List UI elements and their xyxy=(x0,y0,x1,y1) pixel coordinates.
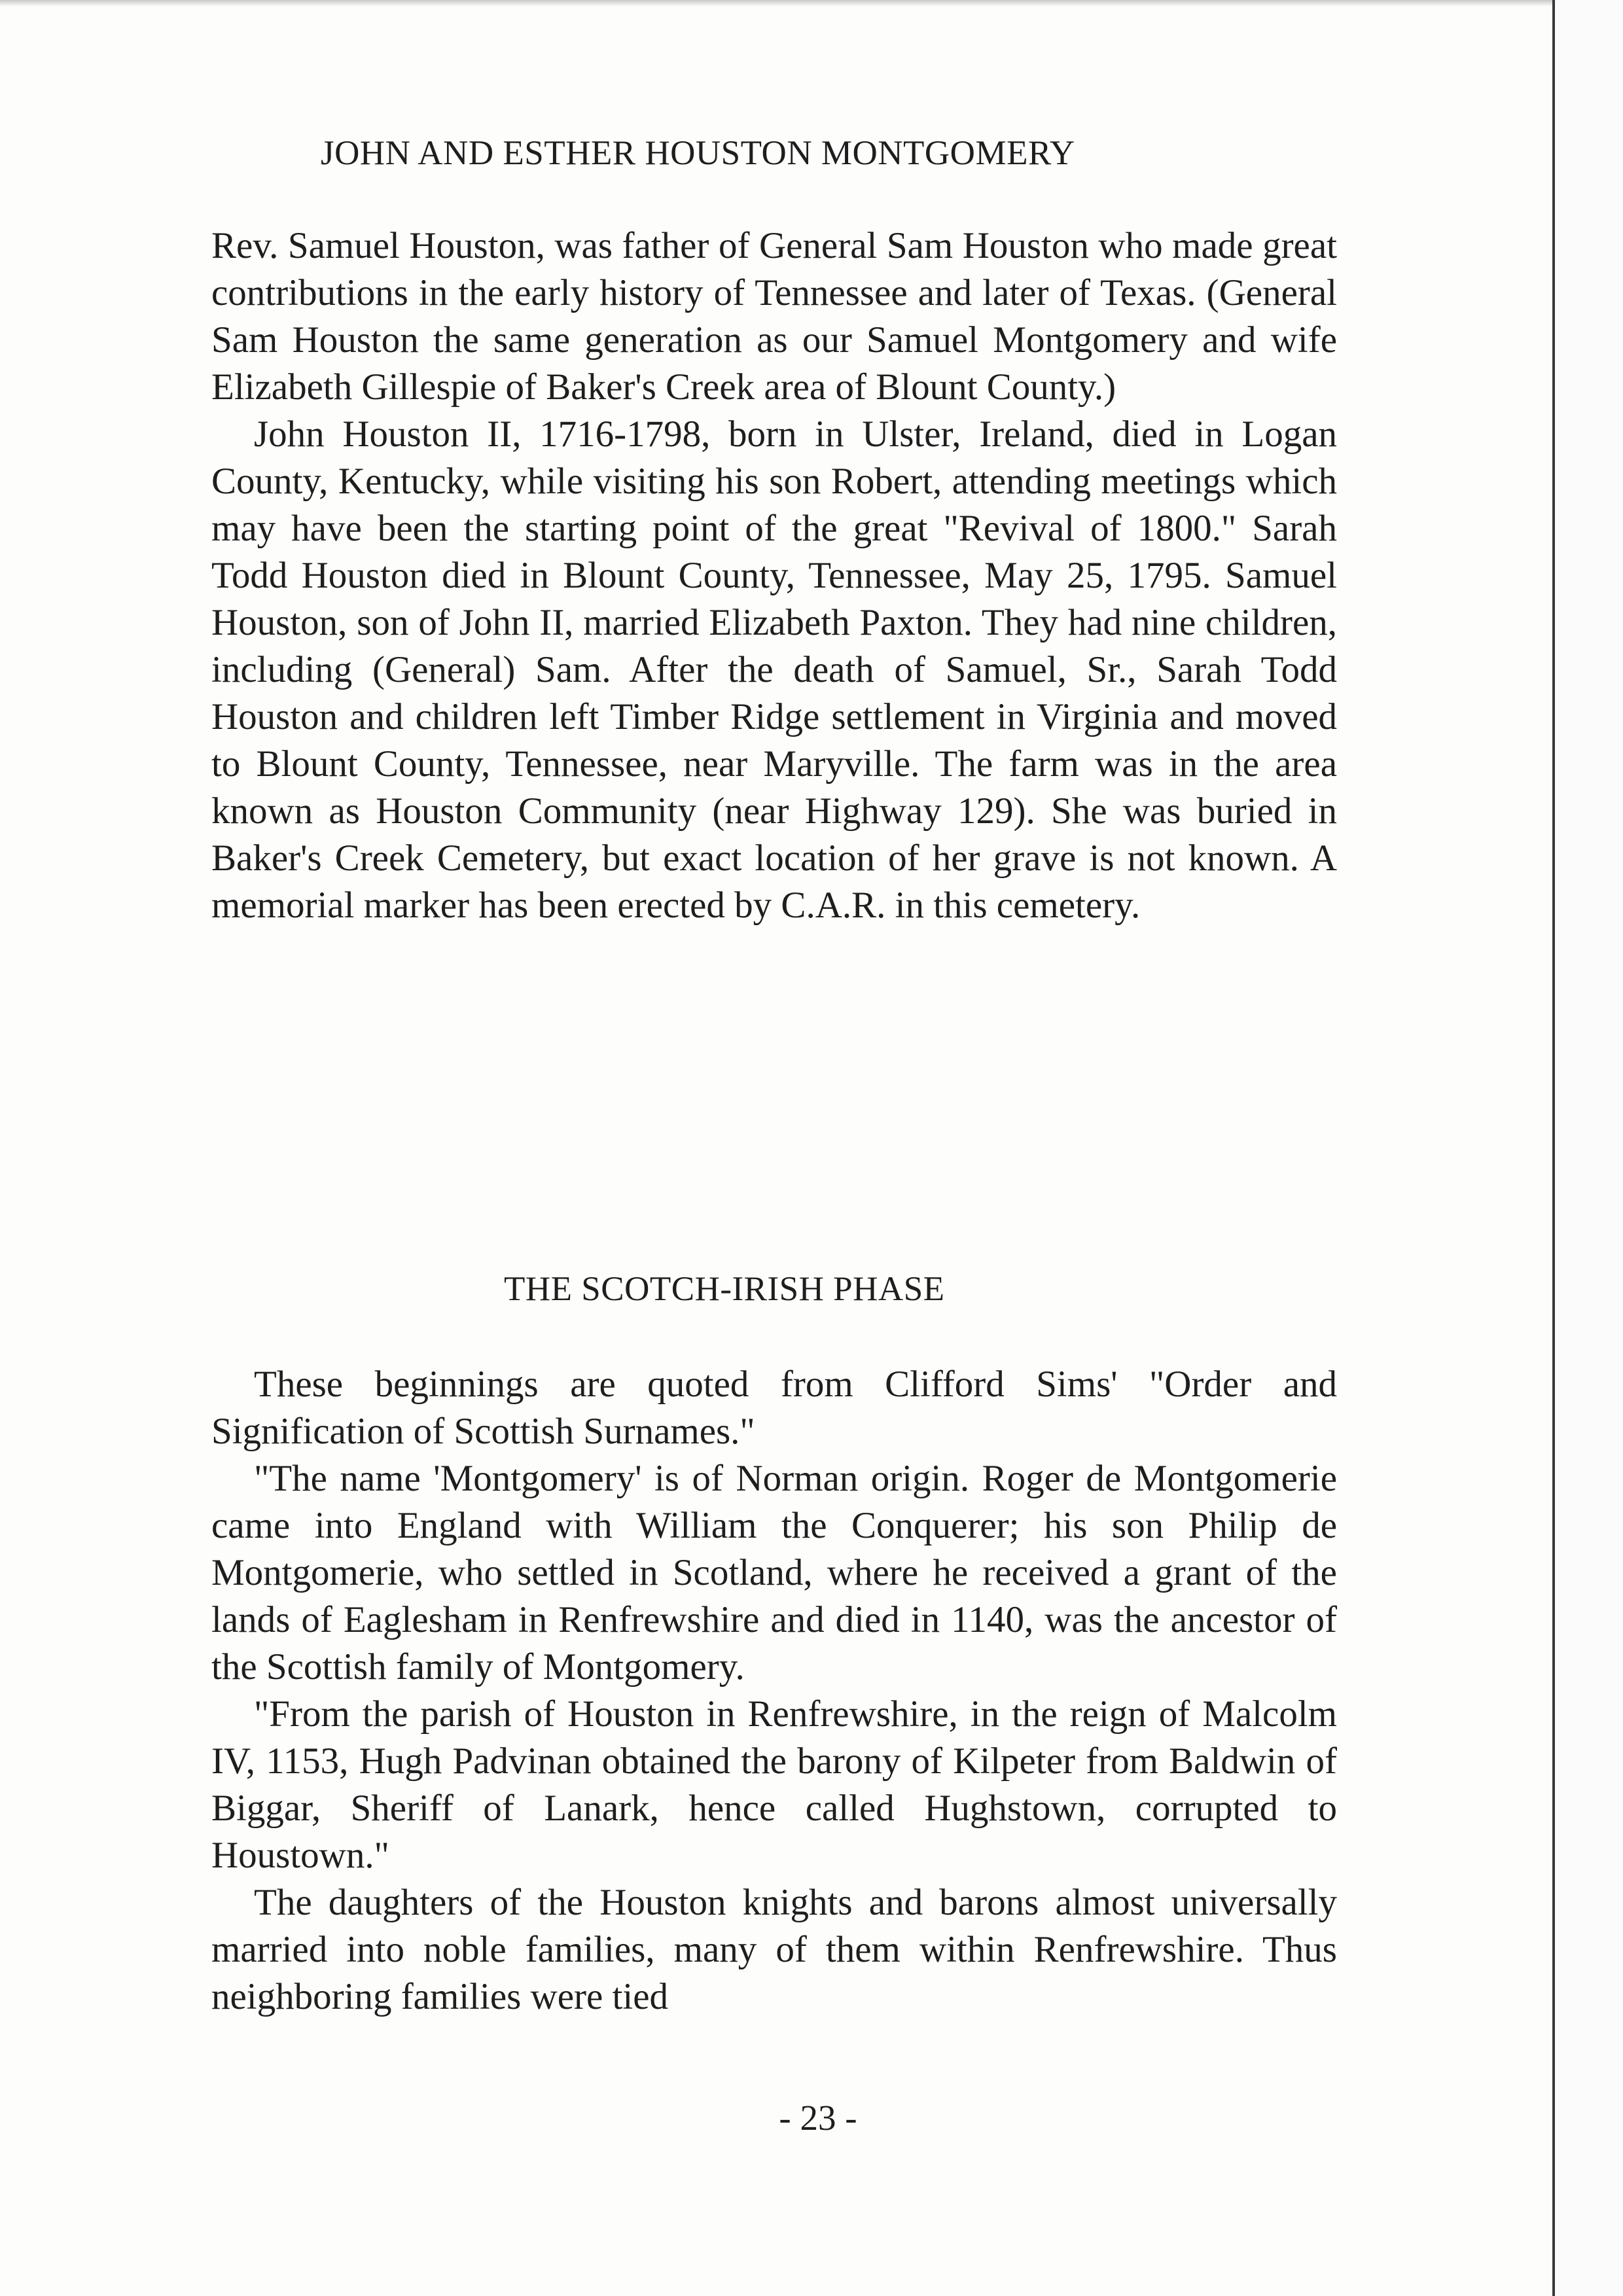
page-margin-shade xyxy=(1555,0,1623,2296)
running-head: JOHN AND ESTHER HOUSTON MONTGOMERY xyxy=(321,134,1075,172)
body-text-top xyxy=(211,222,1337,929)
paragraph: The daughters of the Houston knights and barons almost universally married into noble families, many of them within Renfrewshire. Thus neighboring families were tied xyxy=(211,1882,1337,2017)
paragraph: John Houston II, 1716-1798, born in Ulster, Ireland, died in Logan County, Kentucky, while visiting his son Robert, attending meetings which may have been the starting point of the great "Revival of 1800." Sarah Todd Houston died in Blount County, Tennessee, May 25, 1795. Samuel Houston, son of John II, married Elizabeth Paxton. They had nine children, including (General) Sam. After the death of Samuel, Sr., Sarah Todd Houston and children left Timber Ridge settlement in Virginia and moved to Blount County, Tennessee, near Maryville. The farm was in the area known as Houston Community (near Highway 129). She was buried in Baker's Creek Cemetery, but exact location of her grave is not known. A memorial marker has been erected by C.A.R. in this cemetery. xyxy=(211,414,1337,926)
section-title: THE SCOTCH-IRISH PHASE xyxy=(504,1270,945,1308)
page-number: - 23 - xyxy=(779,2098,857,2138)
body-text-bottom xyxy=(211,1361,1337,2021)
paragraph: Rev. Samuel Houston, was father of General Sam Houston who made great contributions in the early history of Tennessee and later of Texas. (General Sam Houston the same generation as our Samuel Montgomery and wife Elizabeth Gillespie of Baker's Creek area of Blount County.) xyxy=(211,225,1337,408)
page-top-edge xyxy=(0,0,1623,7)
paragraph: "The name 'Montgomery' is of Norman origin. Roger de Montgomerie came into England with William the Conquerer; his son Philip de Montgomerie, who settled in Scotland, where he received a grant of the lands of Eaglesham in Renfrewshire and died in 1140, was the ancestor of the Scottish family of Montgomery. xyxy=(211,1458,1337,1687)
paragraph: These beginnings are quoted from Clifford Sims' "Order and Signification of Scottish Surnames." xyxy=(211,1364,1337,1452)
paragraph: "From the parish of Houston in Renfrewshire, in the reign of Malcolm IV, 1153, Hugh Padvinan obtained the barony of Kilpeter from Baldwin of Biggar, Sheriff of Lanark, hence called Hughstown, corrupted to Houstown." xyxy=(211,1693,1337,1876)
